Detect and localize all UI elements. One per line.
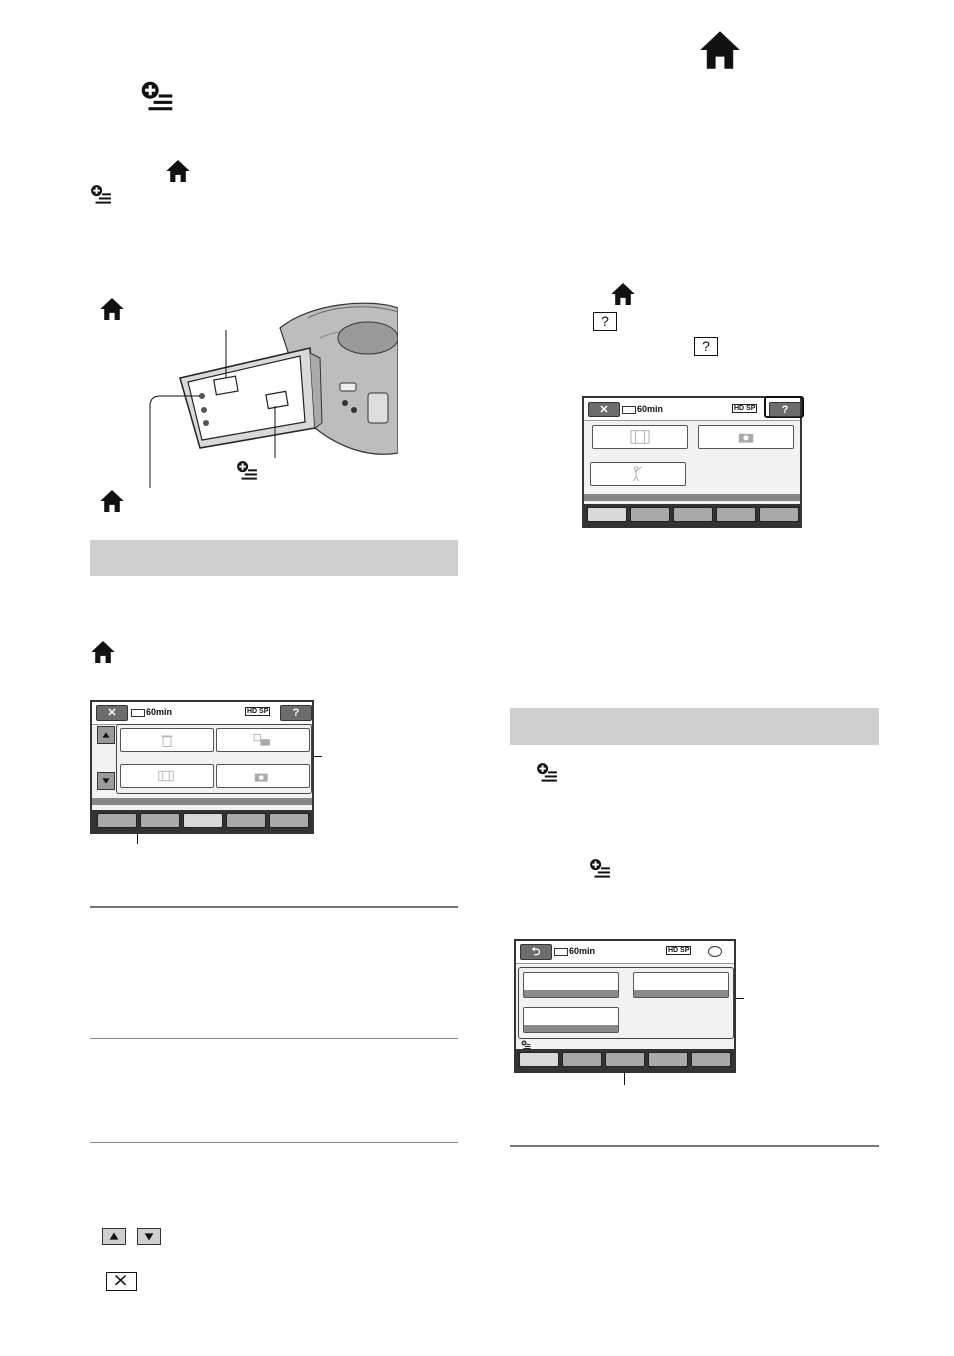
tab-settings[interactable] [759, 507, 799, 522]
help-button[interactable]: ? [769, 402, 801, 417]
up-arrow-icon [102, 1228, 126, 1245]
quality-indicator: HD SP [247, 708, 269, 715]
camcorder-illustration [140, 298, 398, 498]
help-icon: ? [593, 312, 617, 331]
option-menu-screen [514, 939, 736, 1073]
battery-icon [554, 948, 568, 956]
option-icon [534, 762, 560, 784]
option-item-1[interactable] [523, 972, 619, 998]
home-menu-screen [90, 700, 314, 834]
film-icon [155, 768, 177, 784]
quality-indicator: HD SP [668, 947, 690, 954]
film-icon [627, 428, 653, 446]
menu-item-capture-photo[interactable] [216, 728, 310, 752]
tab-option-2[interactable] [562, 1052, 602, 1067]
tab-manage[interactable] [716, 507, 756, 522]
back-button[interactable]: ⮌ [520, 944, 552, 960]
option-tabs [516, 1049, 734, 1071]
status-time: 60min [146, 707, 173, 717]
tab-option-1[interactable] [519, 1052, 559, 1067]
section-band [90, 540, 458, 576]
status-time: 60min [637, 404, 664, 414]
trash-icon [159, 732, 175, 748]
option-item-2[interactable] [633, 972, 729, 998]
tab-camera[interactable] [587, 507, 627, 522]
tab-camera[interactable] [97, 813, 137, 828]
down-arrow-icon [137, 1228, 161, 1245]
menu-item-photo[interactable] [698, 425, 794, 449]
home-icon [90, 639, 116, 665]
close-button[interactable]: ✕ [96, 705, 128, 721]
tab-other[interactable] [673, 507, 713, 522]
help-icon: ? [694, 337, 718, 356]
tab-option-5[interactable] [691, 1052, 731, 1067]
help-menu-screen [582, 396, 802, 528]
tab-settings[interactable] [269, 813, 309, 828]
media-icon [708, 946, 722, 957]
close-button[interactable]: ✕ [588, 402, 620, 417]
home-icon [99, 296, 125, 322]
home-icon [698, 28, 742, 72]
menu-item-edit-movie[interactable] [120, 764, 214, 788]
option-icon [234, 460, 260, 482]
tab-option-4[interactable] [648, 1052, 688, 1067]
close-icon [106, 1272, 137, 1291]
battery-icon [622, 406, 636, 414]
up-arrow-icon [98, 727, 114, 743]
section-band [510, 708, 879, 745]
down-arrow-icon [98, 773, 114, 789]
option-icon [88, 184, 114, 206]
home-icon [99, 488, 125, 514]
scroll-up-button[interactable] [97, 726, 115, 744]
category-tabs [92, 810, 312, 832]
tab-view[interactable] [140, 813, 180, 828]
golfer-icon [627, 465, 649, 483]
home-icon [610, 281, 636, 307]
menu-item-smooth-slow[interactable] [590, 462, 686, 486]
divider [90, 1142, 458, 1143]
menu-item-delete[interactable] [120, 728, 214, 752]
tab-option-3[interactable] [605, 1052, 645, 1067]
film-camera-icon [251, 732, 273, 748]
divider [90, 1038, 458, 1039]
scroll-down-button[interactable] [97, 772, 115, 790]
menu-item-movie[interactable] [592, 425, 688, 449]
divider [510, 1145, 879, 1147]
tab-other[interactable] [183, 813, 223, 828]
option-item-3[interactable] [523, 1007, 619, 1033]
help-button[interactable]: ? [280, 705, 312, 721]
option-icon [136, 80, 178, 114]
home-icon [165, 158, 191, 184]
tab-manage[interactable] [226, 813, 266, 828]
option-icon [587, 858, 613, 880]
camera-icon [251, 768, 273, 784]
camera-icon [734, 429, 758, 445]
divider [90, 906, 458, 908]
menu-item-copy-photo[interactable] [216, 764, 310, 788]
battery-icon [131, 709, 145, 717]
status-time: 60min [569, 946, 596, 956]
tab-view[interactable] [630, 507, 670, 522]
quality-indicator: HD SP [734, 405, 756, 412]
category-tabs [584, 504, 800, 526]
